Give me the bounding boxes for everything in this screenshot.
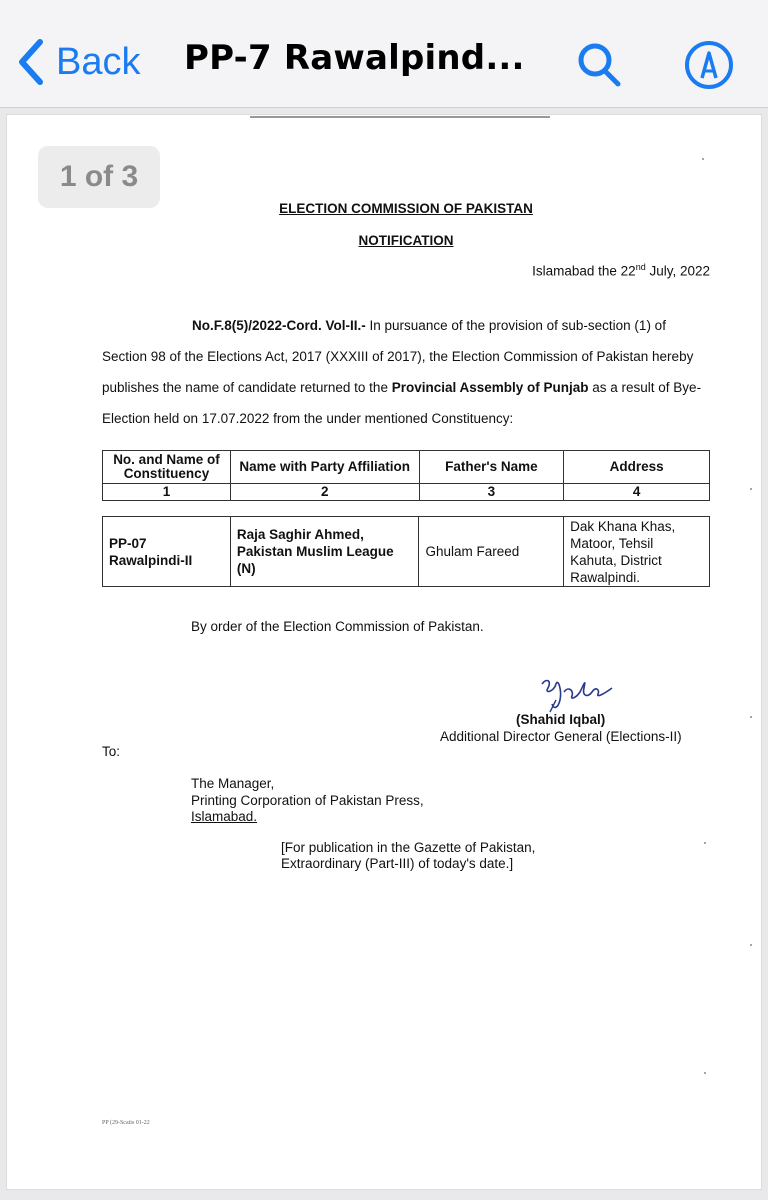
- markup-pen-icon[interactable]: [684, 40, 734, 90]
- recipient-line: Islamabad.: [191, 809, 258, 824]
- father-name-cell: Ghulam Fareed: [419, 517, 564, 587]
- back-label: Back: [56, 40, 141, 83]
- scan-speck: [704, 1072, 706, 1074]
- publication-note: [For publication in the Gazette of Pakistan,: [281, 840, 536, 855]
- doc-subheading: NOTIFICATION: [358, 233, 454, 248]
- scan-speck: [704, 842, 706, 844]
- column-number: 3: [419, 484, 564, 501]
- signature-image: [534, 670, 624, 714]
- address-cell: Dak Khana Khas, Matoor, Tehsil Kahuta, District Rawalpindi.: [564, 517, 710, 587]
- navigation-bar: [0, 0, 768, 108]
- order-statement: By order of the Election Commission of Pakistan.: [191, 619, 484, 634]
- header-father: Father's Name: [419, 451, 564, 484]
- table-row: [103, 517, 710, 587]
- back-button[interactable]: [12, 36, 140, 88]
- header-constituency: No. and Name of Constituency: [103, 451, 231, 484]
- header-address: Address: [564, 451, 710, 484]
- publication-note: Extraordinary (Part-III) of today's date.]: [281, 856, 514, 871]
- scan-speck: [702, 158, 704, 160]
- constituency-cell: PP-07 Rawalpindi-II: [103, 517, 231, 587]
- recipient-line: Printing Corporation of Pakistan Press,: [191, 793, 424, 808]
- search-icon[interactable]: [576, 40, 622, 88]
- scan-speck: [750, 944, 752, 946]
- column-number: 1: [103, 484, 231, 501]
- scan-speck: [750, 716, 752, 718]
- page-indicator: 1 of 3: [38, 146, 160, 208]
- column-number: 4: [564, 484, 710, 501]
- page-top-border: [250, 116, 550, 118]
- reference-number: No.F.8(5)/2022-Cord. Vol-II.-: [192, 318, 366, 333]
- header-table: [102, 450, 710, 501]
- footer-code: PP (29-Scatis 01-22: [102, 1120, 150, 1126]
- notification-paragraph: No.F.8(5)/2022-Cord. Vol-II.- In pursuance of the provision of sub-section (1) of Section 98 of the Elections Act, 2017 (XXXIII of 2017), the Election Commission of Pakistan hereby publishes the name of candidate returned to the Provincial Assembly of Punjab as a result of Bye- Election held on 17.07.2022 from the under mentioned Constituency:: [102, 318, 702, 426]
- candidate-cell: Raja Saghir Ahmed, Pakistan Muslim League (N): [230, 517, 419, 587]
- header-party: Name with Party Affiliation: [230, 451, 419, 484]
- signatory-name: (Shahid Iqbal): [516, 712, 606, 727]
- column-number: 2: [230, 484, 419, 501]
- signatory-title: Additional Director General (Elections-II): [440, 729, 682, 744]
- recipient-line: The Manager,: [191, 776, 275, 791]
- chevron-left-icon: [12, 36, 48, 88]
- scan-speck: [750, 488, 752, 490]
- document-title: PP-7 Rawalpind...: [184, 38, 525, 78]
- doc-date: Islamabad the 22nd July, 2022: [532, 262, 710, 279]
- doc-heading: ELECTION COMMISSION OF PAKISTAN: [279, 201, 533, 216]
- to-label: To:: [102, 744, 121, 759]
- result-table: [102, 516, 710, 587]
